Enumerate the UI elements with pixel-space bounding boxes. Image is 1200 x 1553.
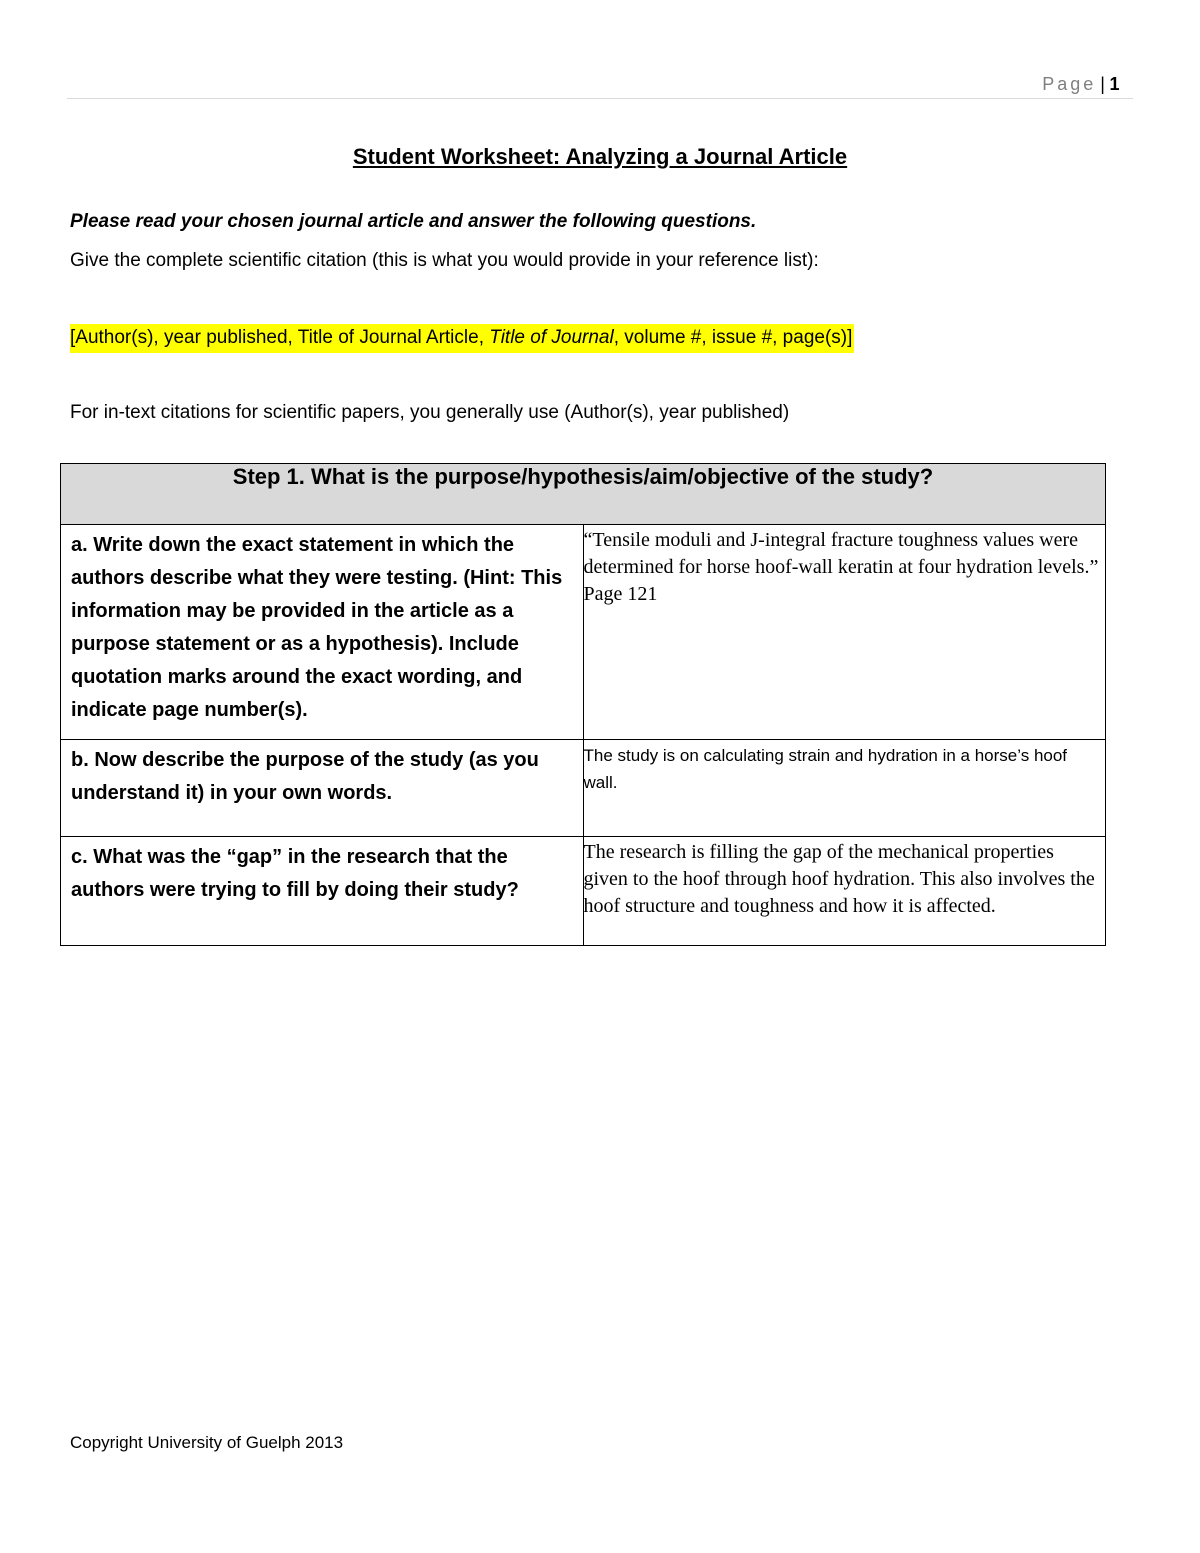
page-separator: | <box>1100 74 1106 94</box>
header-divider <box>67 98 1133 99</box>
citation-part-1: [Author(s), year published, Title of Journal Article, <box>70 327 490 348</box>
answer-c[interactable]: The research is filling the gap of the mechanical properties given to the hoof through hoof hydration. This also involves the hoof structure and toughness and how it is affected. <box>583 837 1106 946</box>
in-text-citation-note: For in-text citations for scientific papers, you generally use (Author(s), year published) <box>70 402 790 423</box>
instructions-text: Please read your chosen journal article and answer the following questions. <box>70 211 757 232</box>
citation-journal-title: Title of Journal <box>489 327 614 348</box>
table-row <box>61 740 1106 837</box>
citation-prompt: Give the complete scientific citation (this is what you would provide in your reference list): <box>70 250 819 271</box>
page-word: Page <box>1042 74 1097 94</box>
answer-b[interactable]: The study is on calculating strain and hydration in a horse’s hoof wall. <box>583 740 1106 837</box>
answer-a[interactable]: “Tensile moduli and J-integral fracture toughness values were determined for horse hoof-wall keratin at four hydration levels.” Page 121 <box>583 525 1106 740</box>
step-1-heading: Step 1. What is the purpose/hypothesis/aim/objective of the study? <box>61 464 1106 525</box>
step-1-table <box>60 463 1106 946</box>
citation-part-2: , volume #, issue #, page(s)] <box>613 327 853 348</box>
page-number: 1 <box>1109 74 1120 94</box>
page-number-header <box>1042 74 1120 95</box>
worksheet-title: Student Worksheet: Analyzing a Journal Article <box>352 144 848 169</box>
copyright-footer: Copyright University of Guelph 2013 <box>70 1433 344 1452</box>
question-b: b. Now describe the purpose of the study (as you understand it) in your own words. <box>61 740 584 837</box>
citation-template <box>70 324 854 353</box>
table-row <box>61 525 1106 740</box>
table-row <box>61 837 1106 946</box>
question-a: a. Write down the exact statement in which the authors describe what they were testing. (Hint: This information may be provided in the article as a purpose statement or as a hypothesis). Include quotation marks around the exact wording, and indicate page number(s). <box>61 525 584 740</box>
question-c: c. What was the “gap” in the research that the authors were trying to fill by doing their study? <box>61 837 584 946</box>
